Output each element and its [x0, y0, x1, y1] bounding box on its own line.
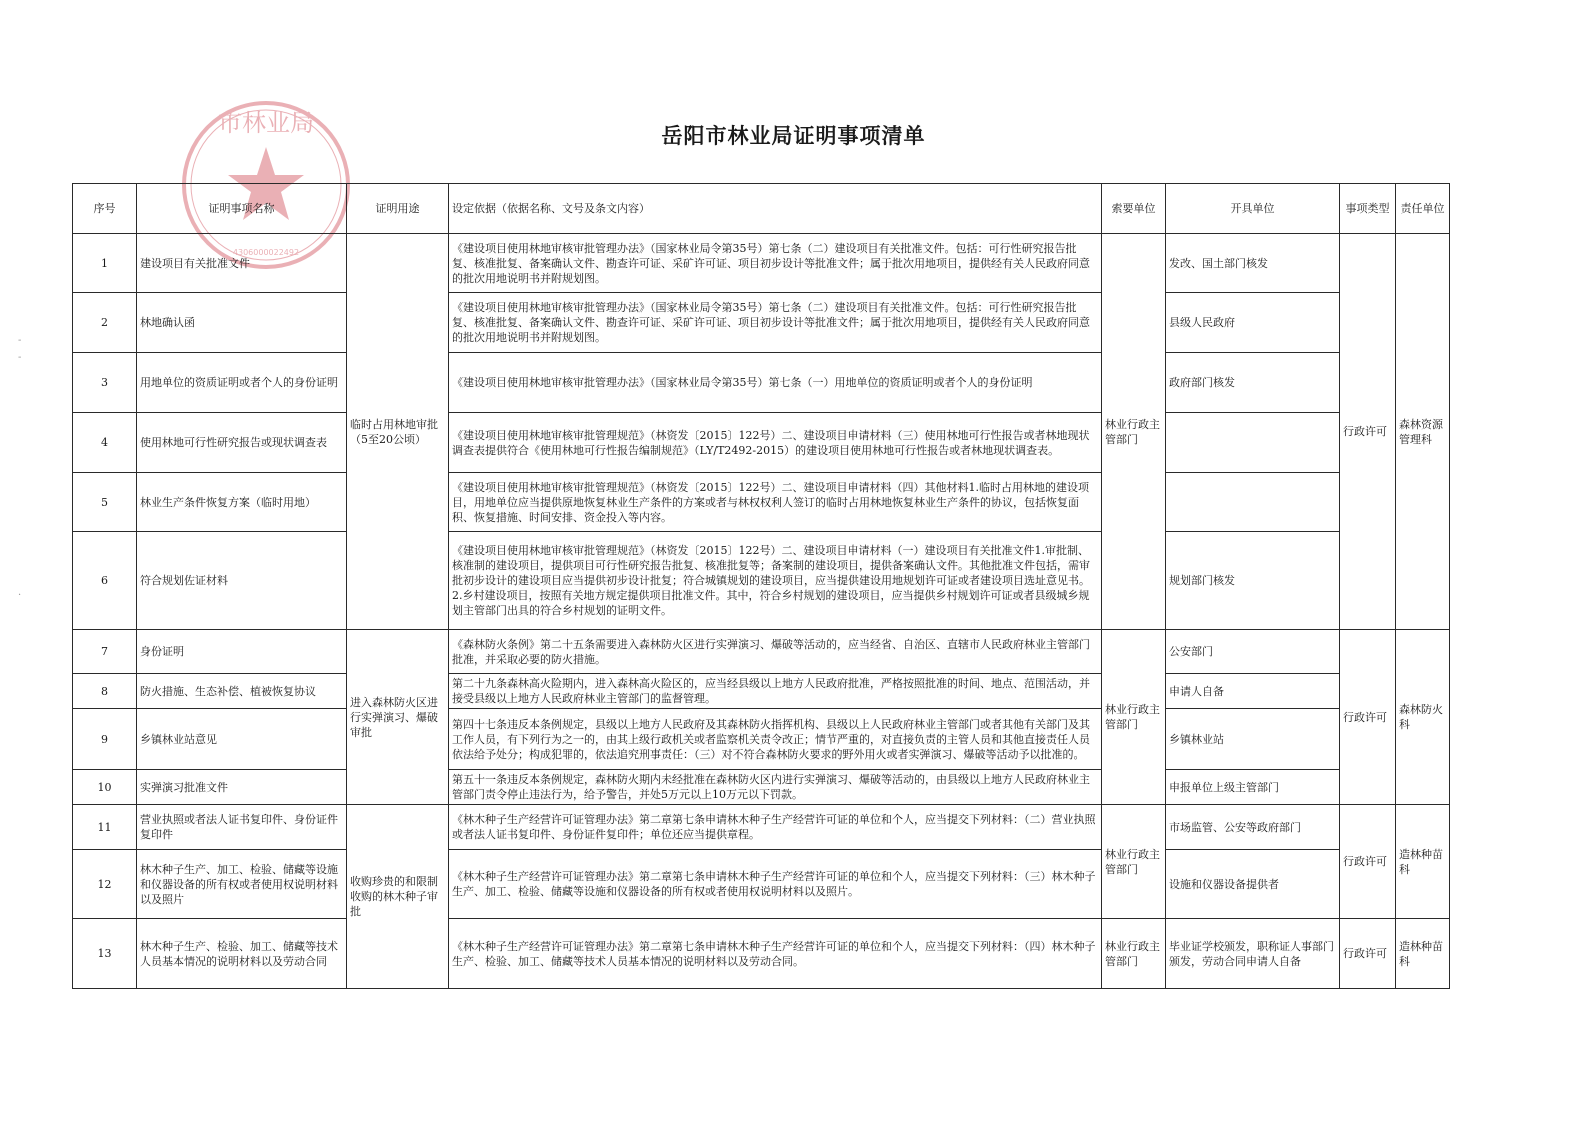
row-type: 行政许可 — [1340, 919, 1396, 989]
row-basis: 第二十九条森林高火险期内，进入森林高火险区的，应当经县级以上地方人民政府批准，严格按照批准的时间、地点、范围活动，并接受县级以上地方人民政府林业主管部门的监督管理。 — [449, 674, 1102, 709]
table-row — [73, 805, 1450, 850]
table-row — [73, 413, 1450, 473]
row-num: 2 — [73, 293, 137, 353]
row-issuer: 设施和仪器设备提供者 — [1166, 850, 1340, 919]
row-name: 用地单位的资质证明或者个人的身份证明 — [137, 353, 347, 413]
row-issuer: 县级人民政府 — [1166, 293, 1340, 353]
row-basis: 第四十七条违反本条例规定，县级以上地方人民政府及其森林防火指挥机构、县级以上人民政府林业主管部门或者其他有关部门及其工作人员，有下列行为之一的，由其上级行政机关或者监察机关责令改正；情节严重的，对直接负责的主管人员和其他直接责任人员依法给予处分；构成犯罪的，依法追究刑事责任：（三）对不符合森林防火要求的野外用火或者实弹演习、爆破等活动予以批准的。 — [449, 709, 1102, 770]
row-issuer — [1166, 413, 1340, 473]
row-name: 符合规划佐证材料 — [137, 532, 347, 630]
row-basis: 《森林防火条例》第二十五条需要进入森林防火区进行实弹演习、爆破等活动的，应当经省、自治区、直辖市人民政府林业主管部门批准，并采取必要的防火措施。 — [449, 630, 1102, 674]
row-basis: 《林木种子生产经营许可证管理办法》第二章第七条申请林木种子生产经营许可证的单位和个人，应当提交下列材料：（四）林木种子生产、检验、加工、储藏等技术人员基本情况的说明材料以及劳动合同。 — [449, 919, 1102, 989]
table-row — [73, 293, 1450, 353]
header-type: 事项类型 — [1340, 184, 1396, 234]
header-num: 序号 — [73, 184, 137, 234]
row-issuer: 申报单位上级主管部门 — [1166, 770, 1340, 805]
table-row — [73, 473, 1450, 532]
table-header-row — [73, 184, 1450, 234]
row-num: 5 — [73, 473, 137, 532]
row-num: 13 — [73, 919, 137, 989]
row-basis: 《建设项目使用林地审核审批管理办法》（国家林业局令第35号）第七条（一）用地单位的资质证明或者个人的身份证明 — [449, 353, 1102, 413]
row-name: 身份证明 — [137, 630, 347, 674]
row-num: 10 — [73, 770, 137, 805]
row-name: 林木种子生产、加工、检验、储藏等设施和仪器设备的所有权或者使用权说明材料以及照片 — [137, 850, 347, 919]
row-issuer: 毕业证学校颁发，职称证人事部门颁发，劳动合同申请人自备 — [1166, 919, 1340, 989]
row-use: 收购珍贵的和限制收购的林木种子审批 — [347, 805, 449, 989]
table-row — [73, 630, 1450, 674]
row-num: 9 — [73, 709, 137, 770]
row-basis: 第五十一条违反本条例规定，森林防火期内未经批准在森林防火区内进行实弹演习、爆破等活动的，由县级以上地方人民政府林业主管部门责令停止违法行为，给予警告，并处5万元以上10万元以下罚款。 — [449, 770, 1102, 805]
row-type: 行政许可 — [1340, 234, 1396, 630]
row-num: 6 — [73, 532, 137, 630]
row-responsible: 造林种苗科 — [1396, 919, 1450, 989]
row-basis: 《建设项目使用林地审核审批管理规范》（林资发〔2015〕122号）二、建设项目申请材料（一）建设项目有关批准文件1.审批制、核准制的建设项目，提供项目可行性研究报告批复、核准批复等；备案制的建设项目，提供备案确认文件。其他批准文件包括，需审批初步设计的建设项目应当提供初步设计批复；符合城镇规划的建设项目，应当提供建设用地规划许可证或者建设项目选址意见书。2.乡村建设项目，按照有关地方规定提供项目批准文件。其中，符合乡村规划的建设项目，应当提供乡村规划许可证或者县级城乡规划主管部门出具的符合乡村规划的证明文件。 — [449, 532, 1102, 630]
row-name: 林木种子生产、检验、加工、储藏等技术人员基本情况的说明材料以及劳动合同 — [137, 919, 347, 989]
row-use: 进入森林防火区进行实弹演习、爆破审批 — [347, 630, 449, 805]
table-row — [73, 709, 1450, 770]
header-use: 证明用途 — [347, 184, 449, 234]
scan-mark: ‐ — [18, 335, 22, 346]
row-issuer: 政府部门核发 — [1166, 353, 1340, 413]
row-issuer: 乡镇林业站 — [1166, 709, 1340, 770]
row-name: 林地确认函 — [137, 293, 347, 353]
row-basis: 《建设项目使用林地审核审批管理规范》（林资发〔2015〕122号）二、建设项目申请材料（四）其他材料1.临时占用林地的建设项目，用地单位应当提供原地恢复林业生产条件的方案或者与林权权利人签订的临时占用林地恢复林业生产条件的协议，包括恢复面积、恢复措施、时间安排、资金投入等内容。 — [449, 473, 1102, 532]
row-num: 7 — [73, 630, 137, 674]
row-responsible: 森林资源管理科 — [1396, 234, 1450, 630]
svg-text:4306000022492: 4306000022492 — [232, 248, 300, 257]
row-num: 1 — [73, 234, 137, 293]
row-name: 建设项目有关批准文件 — [137, 234, 347, 293]
row-basis: 《林木种子生产经营许可证管理办法》第二章第七条申请林木种子生产经营许可证的单位和个人，应当提交下列材料：（三）林木种子生产、加工、检验、储藏等设施和仪器设备的所有权或者使用权说明材料以及照片。 — [449, 850, 1102, 919]
row-requester: 林业行政主管部门 — [1102, 630, 1166, 805]
row-name: 实弹演习批准文件 — [137, 770, 347, 805]
row-name: 营业执照或者法人证书复印件、身份证件复印件 — [137, 805, 347, 850]
header-requester: 索要单位 — [1102, 184, 1166, 234]
table-row — [73, 919, 1450, 989]
row-issuer: 公安部门 — [1166, 630, 1340, 674]
row-issuer — [1166, 473, 1340, 532]
table-row — [73, 532, 1450, 630]
table-row — [73, 770, 1450, 805]
row-responsible: 森林防火科 — [1396, 630, 1450, 805]
header-responsible: 责任单位 — [1396, 184, 1450, 234]
scan-mark: ‐ — [18, 352, 22, 363]
row-basis: 《建设项目使用林地审核审批管理办法》（国家林业局令第35号）第七条（二）建设项目有关批准文件。包括：可行性研究报告批复、核准批复、备案确认文件、勘查许可证、采矿许可证、项目初步设计等批准文件；属于批次用地项目，提供经有关人民政府同意的批次用地说明书并附规划图。 — [449, 293, 1102, 353]
certificate-list-table — [72, 183, 1450, 989]
row-basis: 《建设项目使用林地审核审批管理办法》（国家林业局令第35号）第七条（二）建设项目有关批准文件。包括：可行性研究报告批复、核准批复、备案确认文件、勘查许可证、采矿许可证、项目初步设计等批准文件；属于批次用地项目，提供经有关人民政府同意的批次用地说明书并附规划图。 — [449, 234, 1102, 293]
page-title: 岳阳市林业局证明事项清单 — [661, 124, 926, 148]
row-issuer: 申请人自备 — [1166, 674, 1340, 709]
table-row — [73, 674, 1450, 709]
row-requester: 林业行政主管部门 — [1102, 919, 1166, 989]
row-type: 行政许可 — [1340, 630, 1396, 805]
row-responsible: 造林种苗科 — [1396, 805, 1450, 919]
row-basis: 《建设项目使用林地审核审批管理规范》（林资发〔2015〕122号）二、建设项目申请材料（三）使用林地可行性报告或者林地现状调查表提供符合《使用林地可行性报告编制规范》（LY/T2492-2015）的建设项目使用林地可行性报告或者林地现状调查表。 — [449, 413, 1102, 473]
row-use: 临时占用林地审批（5至20公顷） — [347, 234, 449, 630]
row-num: 11 — [73, 805, 137, 850]
row-name: 乡镇林业站意见 — [137, 709, 347, 770]
table-row — [73, 234, 1450, 293]
row-basis: 《林木种子生产经营许可证管理办法》第二章第七条申请林木种子生产经营许可证的单位和个人，应当提交下列材料：（二）营业执照或者法人证书复印件、身份证件复印件；单位还应当提供章程。 — [449, 805, 1102, 850]
header-basis: 设定依据（依据名称、文号及条文内容） — [449, 184, 1102, 234]
row-name: 林业生产条件恢复方案（临时用地） — [137, 473, 347, 532]
row-name: 使用林地可行性研究报告或现状调查表 — [137, 413, 347, 473]
row-num: 8 — [73, 674, 137, 709]
scan-mark: · — [18, 590, 22, 601]
row-requester: 林业行政主管部门 — [1102, 805, 1166, 919]
table-row — [73, 850, 1450, 919]
row-issuer: 市场监管、公安等政府部门 — [1166, 805, 1340, 850]
row-name: 防火措施、生态补偿、植被恢复协议 — [137, 674, 347, 709]
row-issuer: 发改、国土部门核发 — [1166, 234, 1340, 293]
row-issuer: 规划部门核发 — [1166, 532, 1340, 630]
header-issuer: 开具单位 — [1166, 184, 1340, 234]
row-type: 行政许可 — [1340, 805, 1396, 919]
row-num: 12 — [73, 850, 137, 919]
row-requester: 林业行政主管部门 — [1102, 234, 1166, 630]
table-row — [73, 353, 1450, 413]
header-name: 证明事项名称 — [137, 184, 347, 234]
row-num: 3 — [73, 353, 137, 413]
row-num: 4 — [73, 413, 137, 473]
svg-text:市林业局: 市林业局 — [218, 109, 314, 137]
